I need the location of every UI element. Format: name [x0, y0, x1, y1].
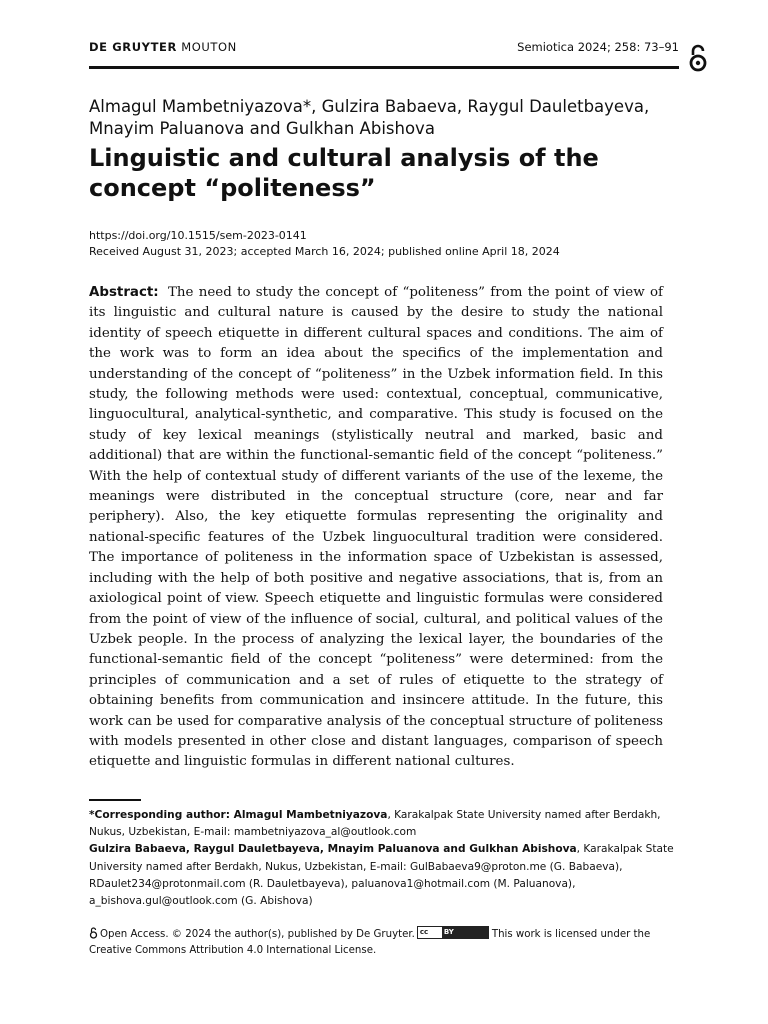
article-title-line: concept “politeness” [89, 174, 376, 202]
by-badge-label: BY [443, 928, 454, 936]
header-rule [89, 66, 679, 69]
license-text-after: This work is licensed under the Creative Commons Attribution 4.0 International License. [89, 929, 651, 956]
corresponding-author-label: *Corresponding author: Almagul Mambetniyazova [89, 809, 388, 821]
author-footnotes [89, 807, 679, 910]
author-list-line: Mnayim Paluanova and Gulkhan Abishova [89, 119, 435, 138]
cc-logo-icon: cc [419, 928, 429, 936]
author-list-line: Almagul Mambetniyazova*, Gulzira Babaeva, Raygul Dauletbayeva, [89, 97, 650, 116]
abstract [89, 283, 663, 773]
publication-dates: Received August 31, 2023; accepted March 16, 2024; published online April 18, 2024 [89, 245, 560, 258]
article-title [89, 143, 689, 203]
doi-link[interactable]: https://doi.org/10.1515/sem-2023-0141 [89, 229, 307, 242]
cc-by-license-badge[interactable] [417, 926, 489, 939]
abstract-label: Abstract: [89, 285, 159, 300]
license-note [89, 926, 679, 958]
article-title-line: Linguistic and cultural analysis of the [89, 144, 599, 172]
corresponding-author-note [89, 807, 679, 841]
publisher-name-bold: DE GRUYTER [89, 40, 177, 54]
author-list [89, 96, 689, 140]
open-access-icon [89, 927, 98, 939]
abstract-text: The need to study the concept of “politeness” from the point of view of its linguistic and cultural nature is caused by the desire to study the national identity of speech etiquette in different cultural spaces and conditions. The aim of the work was to form an idea about the specifics of the implementation and understanding of the concept of “politeness” in the Uzbek information field. In this study, the following methods were used: contextual, conceptual, communicative, linguocultural, analytical-synthetic, and comparative. This study is focused on the study of key lexical meanings (stylistically neutral and marked, basic and additional) that are within the functional-semantic field of the concept “politeness.” With the help of contextual study of different variants of the use of the lexeme, the meanings were distributed in the conceptual structure (core, near and far periphery). Also, the key etiquette formulas representing the originality and national-specific features of the Uzbek linguocultural tradition were considered. The importance of politeness in the information space of Uzbekistan is assessed, including with the help of both positive and negative associations, that is, from an axiological point of view. Speech etiquette and linguistic formulas were considered from the point of view of the influence of social, cultural, and political values of the Uzbek people. In the process of analyzing the lexical layer, the boundaries of the functional-semantic field of the concept “politeness” were determined: from the principles of communication and a set of rules of etiquette to the strategy of obtaining benefits from communication and insincere attitude. In the future, this work can be used for comparative analysis of the conceptual structure of politeness with models presented in other close and distant languages, comparison of speech etiquette and linguistic formulas in different national cultures. [89, 285, 663, 770]
coauthors-label: Gulzira Babaeva, Raygul Dauletbayeva, Mnayim Paluanova and Gulkhan Abishova [89, 843, 577, 856]
coauthors-text: , Karakalpak State University named after Berdakh, Nukus, Uzbekistan, E-mail: GulBabaeva9@proton.me (G. Babaeva), RDaulet234@protonmail.com (R. Dauletbayeva), paluanova1@hotmail.com (M. Paluanova), a_bishova.gul@outlook.com (G. Abishova) [89, 843, 674, 908]
publisher-name [89, 40, 237, 54]
footnote-rule [89, 799, 141, 801]
corresponding-author-text: , Karakalpak State University named after Berdakh, Nukus, Uzbekistan, E-mail: mambetniyazova_al@outlook.com [89, 809, 661, 839]
page-header [89, 40, 679, 62]
open-access-icon [687, 44, 709, 72]
journal-reference: Semiotica 2024; 258: 73–91 [517, 40, 679, 54]
license-text-before: Open Access. © 2024 the author(s), published by De Gruyter. [100, 929, 415, 940]
coauthors-note [89, 841, 679, 910]
publisher-name-light: MOUTON [181, 40, 237, 54]
